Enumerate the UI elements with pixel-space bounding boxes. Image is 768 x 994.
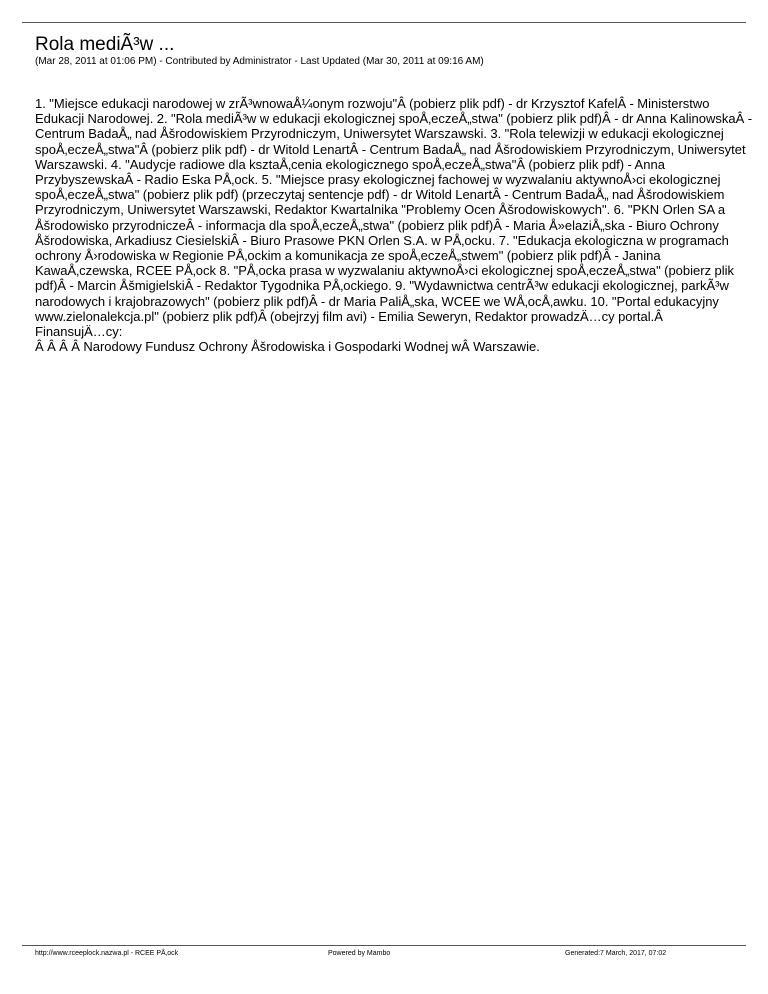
funding-label: FinansujÄ…cy:	[35, 324, 123, 340]
article-paragraph: 1. "Miejsce edukacji narodowej w zrÃ³wnowaÅ¼onym rozwoju"Â (pobierz plik pdf) - dr Krzysztof KafelÂ - Ministerstwo Edukacji Narodowej. 2. "Rola mediÃ³w w edukacji ekologicznej spoÅ‚eczeÅ„stwa" (pobierz plik pdf)Â - dr Anna KalinowskaÂ - Centrum BadaÅ„ nad Åšrodowiskiem Przyrodniczym, Uniwersytet Warszawski. 3. "Rola telewizji w edukacji ekologicznej spoÅ‚eczeÅ„stwa"Â (pobierz plik pdf) - dr Witold LenartÂ - Centrum BadaÅ„ nad Åšrodowiskiem Przyrodniczym, Uniwersytet Warszawski. 4. "Audycje radiowe dla ksztaÅ‚cenia ekologicznego spoÅ‚eczeÅ„stwa"Â (pobierz plik pdf) - Anna PrzybyszewskaÂ - Radio Eska PÅ‚ock. 5. "Miejsce prasy ekologicznej fachowej w wyzwalaniu aktywnoÅ›ci ekologicznej spoÅ‚eczeÅ„stwa" (pobierz plik pdf) (przeczytaj sentencje pdf) - dr Witold LenartÂ - Centrum BadaÅ„ nad Åšrodowiskiem Przyrodniczym, Uniwersytet Warszawski, Redaktor Kwartalnika "Problemy Ocen Åšrodowiskowych". 6. "PKN Orlen SA a Åšrodowisko przyrodniczeÂ - informacja dla spoÅ‚eczeÅ„stwa" (pobierz plik pdf)Â - Maria Å»elaziÅ„ska - Biuro Ochrony Åšrodowiska, Arkadiusz CiesielskiÂ - Biuro Prasowe PKN Orlen S.A. w PÅ‚ocku. 7. "Edukacja ekologiczna w programach ochrony Å›rodowiska w Regionie PÅ‚ockim a komunikacja ze spoÅ‚eczeÅ„stwem" (pobierz plik pdf)Â - Janina KawaÅ‚czewska, RCEE PÅ‚ock 8. "PÅ‚ocka prasa w wyzwalaniu aktywnoÅ›ci ekologicznej spoÅ‚eczeÅ„stwa" (pobierz plik pdf)Â - Marcin ÅšmigielskiÂ - Redaktor Tygodnika PÅ‚ockiego. 9. "Wydawnictwa centrÃ³w edukacji ekologicznej, parkÃ³w narodowych i krajobrazowych" (pobierz plik pdf)Â - dr Maria PaliÅ„ska, WCEE we WÅ‚ocÅ‚awku. 10. "Portal edukacyjny www.zielonalekcja.pl" (pobierz plik pdf)Â (obejrzyj film avi) - Emilia Seweryn, Redaktor prowadzÄ…cy portal.Â	[35, 96, 753, 324]
header-rule	[22, 22, 746, 23]
footer-generated: Generated:7 March, 2017, 07:02	[565, 950, 667, 957]
funding-text: Â Â Â Â Narodowy Fundusz Ochrony Åšrodowiska i Gospodarki Wodnej wÂ Warszawie.	[35, 339, 540, 355]
footer-url[interactable]: http://www.rceeplock.nazwa.pl - RCEE PÅ‚ock	[35, 950, 179, 957]
footer-rule	[22, 945, 746, 946]
article-body	[35, 96, 757, 354]
article-title: Rola mediÃ³w ...	[35, 34, 175, 55]
article-meta: (Mar 28, 2011 at 01:06 PM) - Contributed by Administrator - Last Updated (Mar 30, 2011 at 09:16 AM)	[35, 56, 484, 67]
footer-powered-by: Powered by Mambo	[328, 950, 391, 957]
